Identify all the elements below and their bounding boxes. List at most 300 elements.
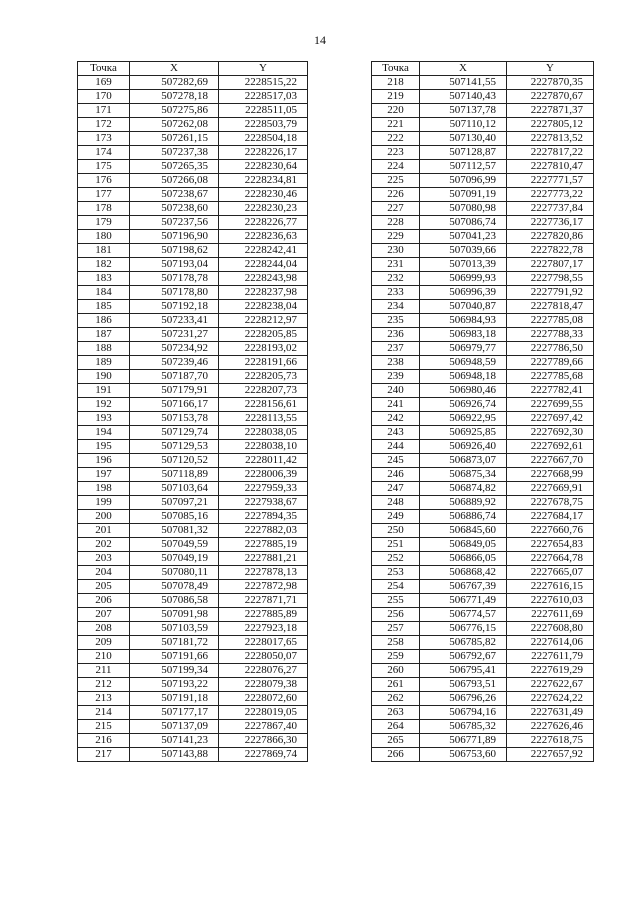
cell-x: 507080,98 (420, 202, 507, 216)
cell-x: 507096,99 (420, 174, 507, 188)
cell-point: 207 (78, 608, 130, 622)
cell-y: 2227785,68 (507, 370, 594, 384)
cell-point: 228 (372, 216, 420, 230)
cell-y: 2227608,80 (507, 622, 594, 636)
table-row (78, 608, 308, 622)
table-row (78, 720, 308, 734)
table-row (372, 356, 594, 370)
table-row (372, 384, 594, 398)
table-row (372, 370, 594, 384)
cell-x: 506771,89 (420, 734, 507, 748)
cell-y: 2227782,41 (507, 384, 594, 398)
cell-point: 194 (78, 426, 130, 440)
table-row (372, 692, 594, 706)
cell-point: 224 (372, 160, 420, 174)
coordinates-table-right (371, 61, 594, 762)
cell-point: 180 (78, 230, 130, 244)
cell-y: 2227959,33 (219, 482, 308, 496)
header-x: X (420, 62, 507, 76)
cell-y: 2227813,52 (507, 132, 594, 146)
cell-y: 2227684,17 (507, 510, 594, 524)
cell-x: 506984,93 (420, 314, 507, 328)
coordinates-table-left (77, 61, 308, 762)
cell-x: 507198,62 (130, 244, 219, 258)
table-row (372, 398, 594, 412)
table-row (372, 566, 594, 580)
cell-point: 229 (372, 230, 420, 244)
table-row (78, 160, 308, 174)
cell-point: 196 (78, 454, 130, 468)
cell-x: 506874,82 (420, 482, 507, 496)
cell-y: 2227871,71 (219, 594, 308, 608)
cell-x: 506926,40 (420, 440, 507, 454)
cell-y: 2227786,50 (507, 342, 594, 356)
cell-point: 254 (372, 580, 420, 594)
cell-y: 2227660,76 (507, 524, 594, 538)
table-row (372, 706, 594, 720)
cell-x: 507137,09 (130, 720, 219, 734)
cell-x: 507181,72 (130, 636, 219, 650)
cell-y: 2227665,07 (507, 566, 594, 580)
table-row (372, 650, 594, 664)
cell-x: 507141,55 (420, 76, 507, 90)
cell-x: 507196,90 (130, 230, 219, 244)
cell-point: 255 (372, 594, 420, 608)
table-row (78, 538, 308, 552)
cell-y: 2227871,37 (507, 104, 594, 118)
cell-point: 241 (372, 398, 420, 412)
cell-x: 507049,59 (130, 538, 219, 552)
cell-x: 507013,39 (420, 258, 507, 272)
cell-point: 193 (78, 412, 130, 426)
cell-y: 2227885,89 (219, 608, 308, 622)
cell-x: 506948,59 (420, 356, 507, 370)
cell-point: 221 (372, 118, 420, 132)
table-row (78, 678, 308, 692)
table-row (372, 118, 594, 132)
cell-x: 507166,17 (130, 398, 219, 412)
cell-point: 195 (78, 440, 130, 454)
cell-x: 507282,69 (130, 76, 219, 90)
cell-y: 2227771,57 (507, 174, 594, 188)
cell-point: 260 (372, 664, 420, 678)
table-header (78, 62, 308, 76)
cell-y: 2228193,02 (219, 342, 308, 356)
cell-y: 2228230,64 (219, 160, 308, 174)
table-row (78, 258, 308, 272)
table-row (372, 482, 594, 496)
cell-x: 507234,92 (130, 342, 219, 356)
cell-x: 507231,27 (130, 328, 219, 342)
table-body (372, 76, 594, 762)
header-point: Точка (372, 62, 420, 76)
cell-point: 249 (372, 510, 420, 524)
table-row (372, 76, 594, 90)
cell-y: 2227791,92 (507, 286, 594, 300)
table-row (372, 594, 594, 608)
cell-point: 240 (372, 384, 420, 398)
cell-point: 235 (372, 314, 420, 328)
cell-y: 2227626,46 (507, 720, 594, 734)
cell-y: 2227699,55 (507, 398, 594, 412)
cell-point: 266 (372, 748, 420, 762)
table-row (372, 174, 594, 188)
cell-y: 2227789,66 (507, 356, 594, 370)
cell-y: 2227736,17 (507, 216, 594, 230)
cell-point: 216 (78, 734, 130, 748)
table-row (372, 426, 594, 440)
cell-x: 507143,88 (130, 748, 219, 762)
cell-point: 208 (78, 622, 130, 636)
table-row (78, 202, 308, 216)
cell-y: 2227882,03 (219, 524, 308, 538)
cell-x: 506875,34 (420, 468, 507, 482)
table-row (78, 664, 308, 678)
cell-x: 507120,52 (130, 454, 219, 468)
cell-y: 2227654,83 (507, 538, 594, 552)
cell-point: 257 (372, 622, 420, 636)
cell-y: 2227870,67 (507, 90, 594, 104)
cell-x: 507103,64 (130, 482, 219, 496)
cell-y: 2227664,78 (507, 552, 594, 566)
cell-point: 219 (372, 90, 420, 104)
cell-point: 183 (78, 272, 130, 286)
cell-x: 507097,21 (130, 496, 219, 510)
cell-y: 2227624,22 (507, 692, 594, 706)
cell-y: 2227667,70 (507, 454, 594, 468)
table-row (372, 496, 594, 510)
cell-x: 507193,22 (130, 678, 219, 692)
cell-y: 2227657,92 (507, 748, 594, 762)
table-row (372, 748, 594, 762)
cell-x: 507049,19 (130, 552, 219, 566)
cell-x: 507193,04 (130, 258, 219, 272)
cell-point: 222 (372, 132, 420, 146)
cell-y: 2227872,98 (219, 580, 308, 594)
cell-x: 507239,46 (130, 356, 219, 370)
cell-point: 220 (372, 104, 420, 118)
cell-point: 259 (372, 650, 420, 664)
table-row (78, 440, 308, 454)
cell-point: 186 (78, 314, 130, 328)
cell-y: 2228238,04 (219, 300, 308, 314)
cell-point: 236 (372, 328, 420, 342)
table-row (372, 314, 594, 328)
cell-point: 251 (372, 538, 420, 552)
cell-point: 169 (78, 76, 130, 90)
cell-x: 507187,70 (130, 370, 219, 384)
cell-x: 506996,39 (420, 286, 507, 300)
cell-y: 2228226,17 (219, 146, 308, 160)
cell-x: 506983,18 (420, 328, 507, 342)
table-row (78, 468, 308, 482)
cell-y: 2228234,81 (219, 174, 308, 188)
cell-x: 507110,12 (420, 118, 507, 132)
header-y: Y (507, 62, 594, 76)
cell-point: 187 (78, 328, 130, 342)
cell-point: 200 (78, 510, 130, 524)
cell-point: 215 (78, 720, 130, 734)
cell-y: 2228212,97 (219, 314, 308, 328)
table-row (372, 300, 594, 314)
cell-x: 507091,98 (130, 608, 219, 622)
cell-point: 217 (78, 748, 130, 762)
table-row (372, 258, 594, 272)
cell-point: 245 (372, 454, 420, 468)
table-row (78, 650, 308, 664)
table-row (372, 272, 594, 286)
cell-y: 2228244,04 (219, 258, 308, 272)
cell-x: 507261,15 (130, 132, 219, 146)
cell-x: 506785,82 (420, 636, 507, 650)
cell-y: 2228017,65 (219, 636, 308, 650)
table-row (78, 566, 308, 580)
cell-y: 2228019,05 (219, 706, 308, 720)
cell-x: 506868,42 (420, 566, 507, 580)
cell-y: 2227619,29 (507, 664, 594, 678)
table-row (78, 132, 308, 146)
page-number: 14 (314, 33, 326, 47)
cell-x: 506793,51 (420, 678, 507, 692)
cell-point: 265 (372, 734, 420, 748)
table-row (372, 412, 594, 426)
cell-y: 2227867,40 (219, 720, 308, 734)
cell-y: 2227631,49 (507, 706, 594, 720)
cell-point: 179 (78, 216, 130, 230)
table-row (78, 510, 308, 524)
table-row (372, 132, 594, 146)
cell-x: 507039,66 (420, 244, 507, 258)
cell-y: 2227692,61 (507, 440, 594, 454)
cell-y: 2228511,05 (219, 104, 308, 118)
cell-x: 506999,93 (420, 272, 507, 286)
cell-point: 202 (78, 538, 130, 552)
table-row (78, 734, 308, 748)
table-row (78, 328, 308, 342)
table-row (78, 370, 308, 384)
table-row (78, 286, 308, 300)
cell-x: 506925,85 (420, 426, 507, 440)
table-row (372, 188, 594, 202)
cell-y: 2228156,61 (219, 398, 308, 412)
cell-y: 2228236,63 (219, 230, 308, 244)
cell-y: 2227697,42 (507, 412, 594, 426)
table-row (78, 748, 308, 762)
cell-y: 2228230,46 (219, 188, 308, 202)
cell-y: 2228242,41 (219, 244, 308, 258)
cell-y: 2227614,06 (507, 636, 594, 650)
cell-point: 201 (78, 524, 130, 538)
cell-point: 262 (372, 692, 420, 706)
cell-y: 2227610,03 (507, 594, 594, 608)
cell-point: 175 (78, 160, 130, 174)
cell-y: 2227611,79 (507, 650, 594, 664)
cell-point: 210 (78, 650, 130, 664)
cell-y: 2228243,98 (219, 272, 308, 286)
cell-x: 506796,26 (420, 692, 507, 706)
cell-point: 171 (78, 104, 130, 118)
cell-y: 2227885,19 (219, 538, 308, 552)
cell-x: 507192,18 (130, 300, 219, 314)
cell-x: 507199,34 (130, 664, 219, 678)
cell-x: 507178,80 (130, 286, 219, 300)
cell-point: 233 (372, 286, 420, 300)
table-row (372, 580, 594, 594)
cell-y: 2227894,35 (219, 510, 308, 524)
table-row (78, 118, 308, 132)
cell-x: 506785,32 (420, 720, 507, 734)
cell-x: 506886,74 (420, 510, 507, 524)
table-row (372, 636, 594, 650)
cell-point: 238 (372, 356, 420, 370)
cell-x: 507140,43 (420, 90, 507, 104)
cell-y: 2228504,18 (219, 132, 308, 146)
cell-y: 2227881,21 (219, 552, 308, 566)
cell-x: 507081,32 (130, 524, 219, 538)
cell-x: 507177,17 (130, 706, 219, 720)
cell-y: 2228191,66 (219, 356, 308, 370)
cell-x: 507262,08 (130, 118, 219, 132)
cell-y: 2227616,15 (507, 580, 594, 594)
cell-y: 2227798,55 (507, 272, 594, 286)
cell-y: 2228503,79 (219, 118, 308, 132)
table-row (372, 328, 594, 342)
cell-point: 232 (372, 272, 420, 286)
table-row (78, 496, 308, 510)
table-row (78, 454, 308, 468)
table-row (78, 692, 308, 706)
cell-x: 507040,87 (420, 300, 507, 314)
cell-point: 214 (78, 706, 130, 720)
table-row (372, 342, 594, 356)
table-row (78, 412, 308, 426)
cell-y: 2227611,69 (507, 608, 594, 622)
cell-y: 2227923,18 (219, 622, 308, 636)
cell-x: 507179,91 (130, 384, 219, 398)
cell-y: 2228205,85 (219, 328, 308, 342)
cell-x: 507178,78 (130, 272, 219, 286)
cell-y: 2227807,17 (507, 258, 594, 272)
cell-y: 2227818,47 (507, 300, 594, 314)
cell-y: 2228038,10 (219, 440, 308, 454)
cell-point: 213 (78, 692, 130, 706)
cell-y: 2227692,30 (507, 426, 594, 440)
cell-x: 506776,15 (420, 622, 507, 636)
cell-x: 506767,39 (420, 580, 507, 594)
cell-point: 243 (372, 426, 420, 440)
cell-point: 256 (372, 608, 420, 622)
cell-y: 2227866,30 (219, 734, 308, 748)
cell-point: 246 (372, 468, 420, 482)
cell-point: 188 (78, 342, 130, 356)
cell-point: 173 (78, 132, 130, 146)
cell-x: 507103,59 (130, 622, 219, 636)
cell-x: 506753,60 (420, 748, 507, 762)
header-row (78, 62, 308, 76)
cell-point: 191 (78, 384, 130, 398)
cell-point: 218 (372, 76, 420, 90)
cell-y: 2228006,39 (219, 468, 308, 482)
table-row (372, 664, 594, 678)
cell-y: 2228011,42 (219, 454, 308, 468)
cell-y: 2227817,22 (507, 146, 594, 160)
cell-point: 227 (372, 202, 420, 216)
table-row (372, 202, 594, 216)
cell-y: 2227822,78 (507, 244, 594, 258)
table-row (372, 720, 594, 734)
cell-y: 2227810,47 (507, 160, 594, 174)
cell-y: 2227618,75 (507, 734, 594, 748)
table-row (372, 454, 594, 468)
cell-point: 199 (78, 496, 130, 510)
table-row (78, 188, 308, 202)
cell-y: 2227870,35 (507, 76, 594, 90)
table-row (372, 104, 594, 118)
cell-x: 507086,74 (420, 216, 507, 230)
table-row (78, 706, 308, 720)
cell-y: 2228237,98 (219, 286, 308, 300)
table-row (78, 104, 308, 118)
cell-x: 507265,35 (130, 160, 219, 174)
table-row (78, 622, 308, 636)
cell-x: 507238,67 (130, 188, 219, 202)
table-row (372, 734, 594, 748)
table-row (78, 314, 308, 328)
cell-y: 2228207,73 (219, 384, 308, 398)
cell-point: 248 (372, 496, 420, 510)
cell-x: 507237,38 (130, 146, 219, 160)
cell-x: 507041,23 (420, 230, 507, 244)
table-row (78, 76, 308, 90)
cell-x: 507137,78 (420, 104, 507, 118)
table-row (78, 482, 308, 496)
cell-x: 507078,49 (130, 580, 219, 594)
table-row (78, 398, 308, 412)
table-row (372, 230, 594, 244)
cell-point: 231 (372, 258, 420, 272)
cell-x: 507233,41 (130, 314, 219, 328)
table-row (78, 384, 308, 398)
table-row (372, 90, 594, 104)
table-row (78, 580, 308, 594)
cell-point: 177 (78, 188, 130, 202)
table-row (78, 146, 308, 160)
cell-x: 507191,66 (130, 650, 219, 664)
cell-point: 264 (372, 720, 420, 734)
cell-point: 223 (372, 146, 420, 160)
cell-y: 2227869,74 (219, 748, 308, 762)
cell-point: 261 (372, 678, 420, 692)
cell-y: 2228113,55 (219, 412, 308, 426)
cell-point: 189 (78, 356, 130, 370)
cell-point: 203 (78, 552, 130, 566)
table-row (372, 678, 594, 692)
cell-point: 252 (372, 552, 420, 566)
table-row (372, 622, 594, 636)
cell-y: 2228072,60 (219, 692, 308, 706)
cell-y: 2228079,38 (219, 678, 308, 692)
cell-x: 507191,18 (130, 692, 219, 706)
cell-x: 506889,92 (420, 496, 507, 510)
table-body (78, 76, 308, 762)
cell-point: 209 (78, 636, 130, 650)
cell-point: 247 (372, 482, 420, 496)
cell-x: 507141,23 (130, 734, 219, 748)
cell-y: 2228517,03 (219, 90, 308, 104)
cell-x: 507128,87 (420, 146, 507, 160)
cell-point: 170 (78, 90, 130, 104)
cell-point: 198 (78, 482, 130, 496)
